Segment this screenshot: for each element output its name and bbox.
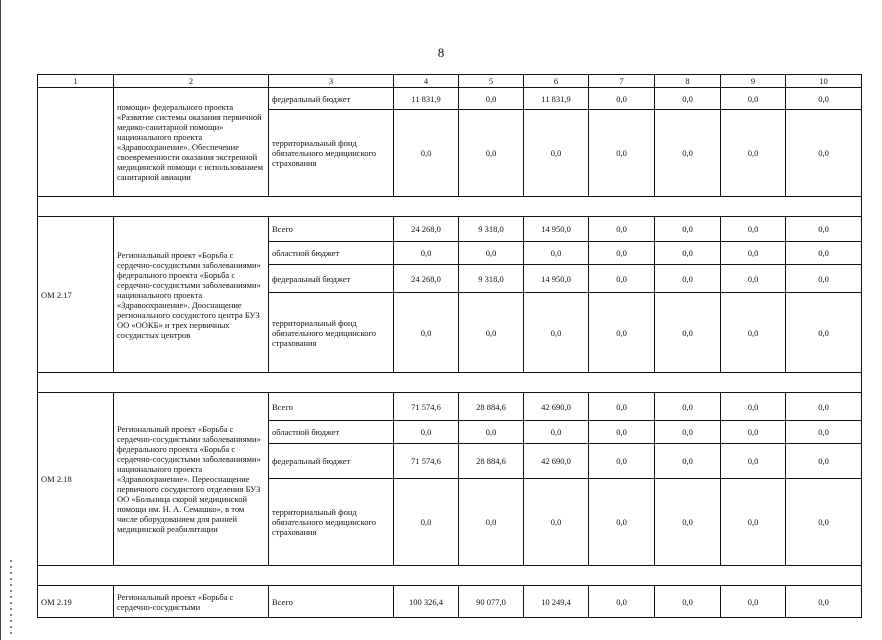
- amount-cell: 0,0: [459, 421, 524, 444]
- amount-cell: 11 831,9: [524, 88, 589, 110]
- amount-cell: 0,0: [589, 293, 655, 373]
- column-header: 9: [721, 75, 786, 88]
- column-header: 3: [269, 75, 394, 88]
- amount-cell: 0,0: [589, 444, 655, 479]
- amount-cell: 0,0: [589, 393, 655, 421]
- amount-cell: 0,0: [394, 242, 459, 265]
- amount-cell: 0,0: [524, 479, 589, 566]
- amount-cell: 0,0: [524, 110, 589, 197]
- amount-cell: 9 318,0: [459, 217, 524, 242]
- amount-cell: 0,0: [786, 217, 862, 242]
- amount-cell: 0,0: [721, 479, 786, 566]
- amount-cell: 0,0: [589, 586, 655, 618]
- measure-code: ОМ 2.19: [38, 586, 114, 618]
- scan-speckle: [10, 560, 12, 635]
- funding-source: областной бюджет: [269, 421, 394, 444]
- column-header: 6: [524, 75, 589, 88]
- amount-cell: 0,0: [655, 293, 721, 373]
- amount-cell: 24 268,0: [394, 265, 459, 293]
- amount-cell: 0,0: [786, 479, 862, 566]
- amount-cell: 0,0: [786, 293, 862, 373]
- amount-cell: 0,0: [721, 421, 786, 444]
- funding-source: Всего: [269, 217, 394, 242]
- amount-cell: 0,0: [655, 110, 721, 197]
- funding-source: территориальный фонд обязательного медицинского страхования: [269, 293, 394, 373]
- amount-cell: 28 884,6: [459, 393, 524, 421]
- amount-cell: 0,0: [655, 393, 721, 421]
- amount-cell: 0,0: [394, 479, 459, 566]
- amount-cell: 0,0: [786, 393, 862, 421]
- amount-cell: 0,0: [786, 265, 862, 293]
- amount-cell: 0,0: [721, 110, 786, 197]
- amount-cell: 0,0: [589, 88, 655, 110]
- funding-source: территориальный фонд обязательного медицинского страхования: [269, 110, 394, 197]
- amount-cell: 71 574,6: [394, 393, 459, 421]
- amount-cell: 9 318,0: [459, 265, 524, 293]
- measure-description: Региональный проект «Борьба с сердечно-сосудистыми заболеваниями» федерального проекта «Борьба с сердечно-сосудистыми заболеваниями» национального проекта «Здравоохранение». Дооснащение регионального сосудистого центра БУЗ ОО «ООКБ» и трех первичных сосудистых центров: [114, 217, 269, 373]
- amount-cell: 0,0: [459, 88, 524, 110]
- amount-cell: 0,0: [589, 110, 655, 197]
- amount-cell: 0,0: [459, 293, 524, 373]
- amount-cell: 0,0: [589, 217, 655, 242]
- amount-cell: 0,0: [459, 110, 524, 197]
- amount-cell: 0,0: [721, 88, 786, 110]
- amount-cell: 28 884,6: [459, 444, 524, 479]
- amount-cell: 0,0: [786, 110, 862, 197]
- group-separator: [38, 197, 862, 217]
- amount-cell: 0,0: [655, 88, 721, 110]
- funding-source: федеральный бюджет: [269, 265, 394, 293]
- amount-cell: 90 077,0: [459, 586, 524, 618]
- budget-table: [37, 74, 862, 618]
- amount-cell: 0,0: [721, 242, 786, 265]
- amount-cell: 0,0: [721, 586, 786, 618]
- amount-cell: 0,0: [786, 444, 862, 479]
- group-separator: [38, 566, 862, 586]
- column-header: 2: [114, 75, 269, 88]
- page-number: 8: [437, 45, 445, 60]
- amount-cell: 71 574,6: [394, 444, 459, 479]
- funding-source: Всего: [269, 586, 394, 618]
- scan-edge: [0, 0, 3, 640]
- amount-cell: 0,0: [524, 421, 589, 444]
- table-row: [38, 217, 862, 242]
- funding-source: федеральный бюджет: [269, 444, 394, 479]
- measure-code: [38, 88, 114, 197]
- amount-cell: 0,0: [524, 293, 589, 373]
- amount-cell: 0,0: [394, 421, 459, 444]
- amount-cell: 11 831,9: [394, 88, 459, 110]
- amount-cell: 42 690,0: [524, 444, 589, 479]
- amount-cell: 42 690,0: [524, 393, 589, 421]
- measure-code: ОМ 2.18: [38, 393, 114, 566]
- amount-cell: 0,0: [721, 393, 786, 421]
- funding-source: территориальный фонд обязательного медицинского страхования: [269, 479, 394, 566]
- amount-cell: 0,0: [721, 293, 786, 373]
- amount-cell: 0,0: [721, 265, 786, 293]
- group-separator: [38, 373, 862, 393]
- column-header: 1: [38, 75, 114, 88]
- column-header: 8: [655, 75, 721, 88]
- amount-cell: 0,0: [655, 586, 721, 618]
- column-header: 4: [394, 75, 459, 88]
- amount-cell: 0,0: [655, 479, 721, 566]
- amount-cell: 0,0: [394, 110, 459, 197]
- amount-cell: 14 950,0: [524, 265, 589, 293]
- amount-cell: 0,0: [589, 242, 655, 265]
- table-row: [38, 586, 862, 618]
- column-header: 10: [786, 75, 862, 88]
- amount-cell: 0,0: [655, 444, 721, 479]
- amount-cell: 0,0: [589, 479, 655, 566]
- funding-source: Всего: [269, 393, 394, 421]
- funding-source: федеральный бюджет: [269, 88, 394, 110]
- amount-cell: 0,0: [786, 242, 862, 265]
- funding-source: областной бюджет: [269, 242, 394, 265]
- amount-cell: 0,0: [721, 217, 786, 242]
- amount-cell: 0,0: [721, 444, 786, 479]
- amount-cell: 0,0: [655, 265, 721, 293]
- amount-cell: 0,0: [655, 217, 721, 242]
- amount-cell: 0,0: [394, 293, 459, 373]
- amount-cell: 0,0: [655, 242, 721, 265]
- amount-cell: 0,0: [786, 421, 862, 444]
- amount-cell: 0,0: [655, 421, 721, 444]
- table-row: [38, 88, 862, 110]
- amount-cell: 14 950,0: [524, 217, 589, 242]
- amount-cell: 0,0: [524, 242, 589, 265]
- header-row: [38, 75, 862, 88]
- amount-cell: 24 268,0: [394, 217, 459, 242]
- amount-cell: 0,0: [459, 242, 524, 265]
- amount-cell: 100 326,4: [394, 586, 459, 618]
- column-header: 5: [459, 75, 524, 88]
- amount-cell: 0,0: [589, 265, 655, 293]
- column-header: 7: [589, 75, 655, 88]
- measure-description: Региональный проект «Борьба с сердечно-сосудистыми: [114, 586, 269, 618]
- measure-description: Региональный проект «Борьба с сердечно-сосудистыми заболеваниями» федерального проекта «Борьба с сердечно-сосудистыми заболеваниями» национального проекта «Здравоохранение». Переоснащение первичного сосудистого отделения БУЗ ОО «Больница скорой медицинской помощи им. Н. А. Семашко», в том числе оборудованием для ранней медицинской реабилитации: [114, 393, 269, 566]
- table-row: [38, 393, 862, 421]
- amount-cell: 0,0: [459, 479, 524, 566]
- measure-code: ОМ 2.17: [38, 217, 114, 373]
- measure-description: помощи» федерального проекта «Развитие системы оказания первичной медико-санитарной помощи» национального проекта «Здравоохранение». Обеспечение своевременности оказания экстренной медицинской помощи с использованием санитарной авиации: [114, 88, 269, 197]
- amount-cell: 0,0: [786, 88, 862, 110]
- amount-cell: 10 249,4: [524, 586, 589, 618]
- amount-cell: 0,0: [589, 421, 655, 444]
- amount-cell: 0,0: [786, 586, 862, 618]
